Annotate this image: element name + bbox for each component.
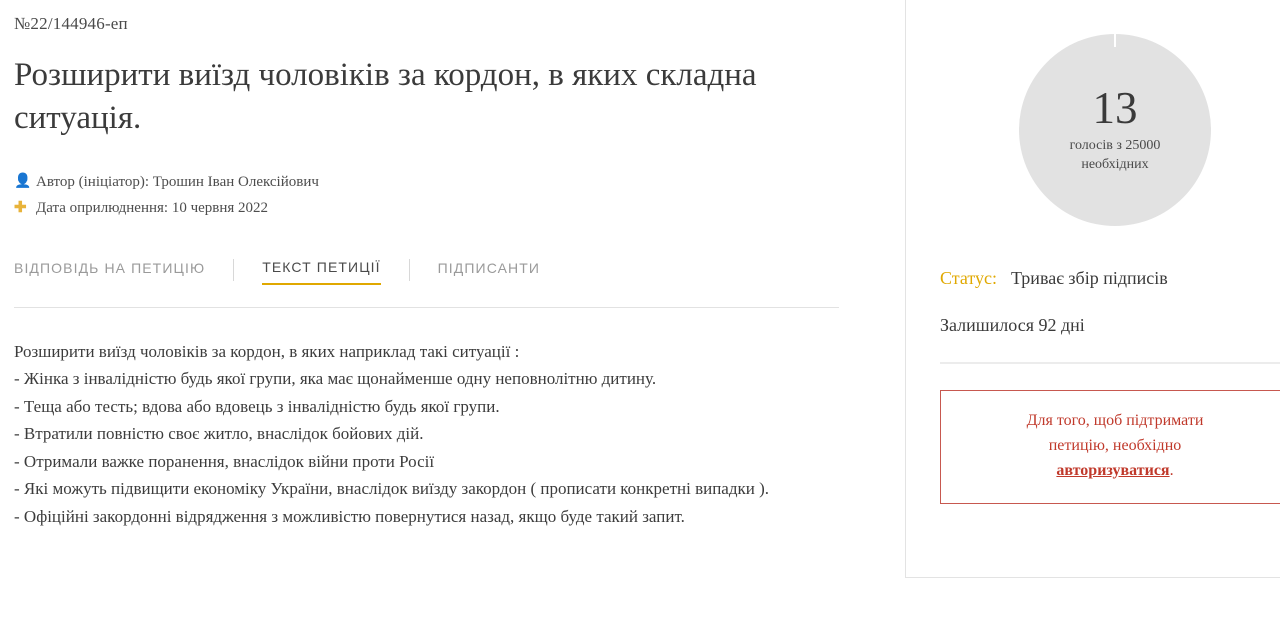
votes-subtitle: [1070, 137, 1161, 174]
petition-author-label: Автор (ініціатор): Трошин Іван Олексійович: [36, 173, 319, 190]
tab-petition-text[interactable]: ТЕКСТ ПЕТИЦІЇ: [262, 255, 380, 285]
body-line: - Які можуть підвищити економіку України, внаслідок виїзду закордон ( прописати конкретні випадки ).: [14, 479, 770, 499]
petition-date: [14, 200, 840, 217]
tab-divider: [233, 259, 234, 281]
content-divider: [14, 307, 839, 308]
petition-body: [14, 338, 840, 531]
petition-author: [14, 174, 840, 191]
votes-required-line2: необхідних: [1081, 156, 1149, 172]
body-line: - Теща або тесть; вдова або вдовець з інвалідністю будь якої групи.: [14, 396, 500, 416]
body-line: - Отримали важке поранення, внаслідок війни проти Росії: [14, 451, 435, 471]
sidebar-divider: [940, 362, 1280, 364]
body-line: - Офіційні закордонні відрядження з можливістю повернутися назад, якщо буде такий запит.: [14, 506, 685, 526]
votes-progress: [940, 34, 1280, 226]
tab-divider: [409, 259, 410, 281]
body-line: - Жінка з інвалідністю будь якої групи, яка має щонайменше одну неповнолітню дитину.: [14, 369, 657, 389]
auth-notice-line2: петицію, необхідно: [1048, 436, 1182, 454]
days-left: Залишилося 92 дні: [940, 315, 1085, 335]
tab-answer[interactable]: ВІДПОВІДЬ НА ПЕТИЦІЮ: [14, 259, 206, 276]
status-row: [940, 268, 1280, 289]
petition-number: №22/144946-еп: [14, 14, 128, 33]
petition-date-label: Дата оприлюднення: 10 червня 2022: [36, 199, 269, 216]
tab-signatories[interactable]: ПІДПИСАНТИ: [437, 259, 541, 276]
page-title: Розширити виїзд чоловіків за кордон, в яких складна ситуація.: [14, 57, 757, 136]
authorize-link[interactable]: авторизуватися: [1056, 461, 1170, 479]
status-badge: Триває збір підписів: [1011, 268, 1168, 288]
plus-icon: ✚: [14, 199, 27, 216]
votes-circle: [1019, 34, 1211, 226]
auth-notice-line1: Для того, щоб підтримати: [1026, 412, 1204, 429]
body-line: - Втратили повністю своє житло, внаслідок бойових дій.: [14, 424, 424, 444]
petition-tabs: [14, 255, 840, 285]
votes-count: 13: [1092, 82, 1138, 133]
auth-notice: [940, 390, 1280, 504]
petition-status-card: [905, 0, 1280, 578]
user-icon: 👤: [14, 174, 32, 190]
auth-notice-period: .: [1169, 461, 1174, 479]
votes-required-line: голосів з 25000: [1069, 137, 1161, 153]
status-label: Статус:: [940, 268, 997, 288]
body-line: Розширити виїзд чоловіків за кордон, в яких наприклад такі ситуації :: [14, 341, 520, 361]
